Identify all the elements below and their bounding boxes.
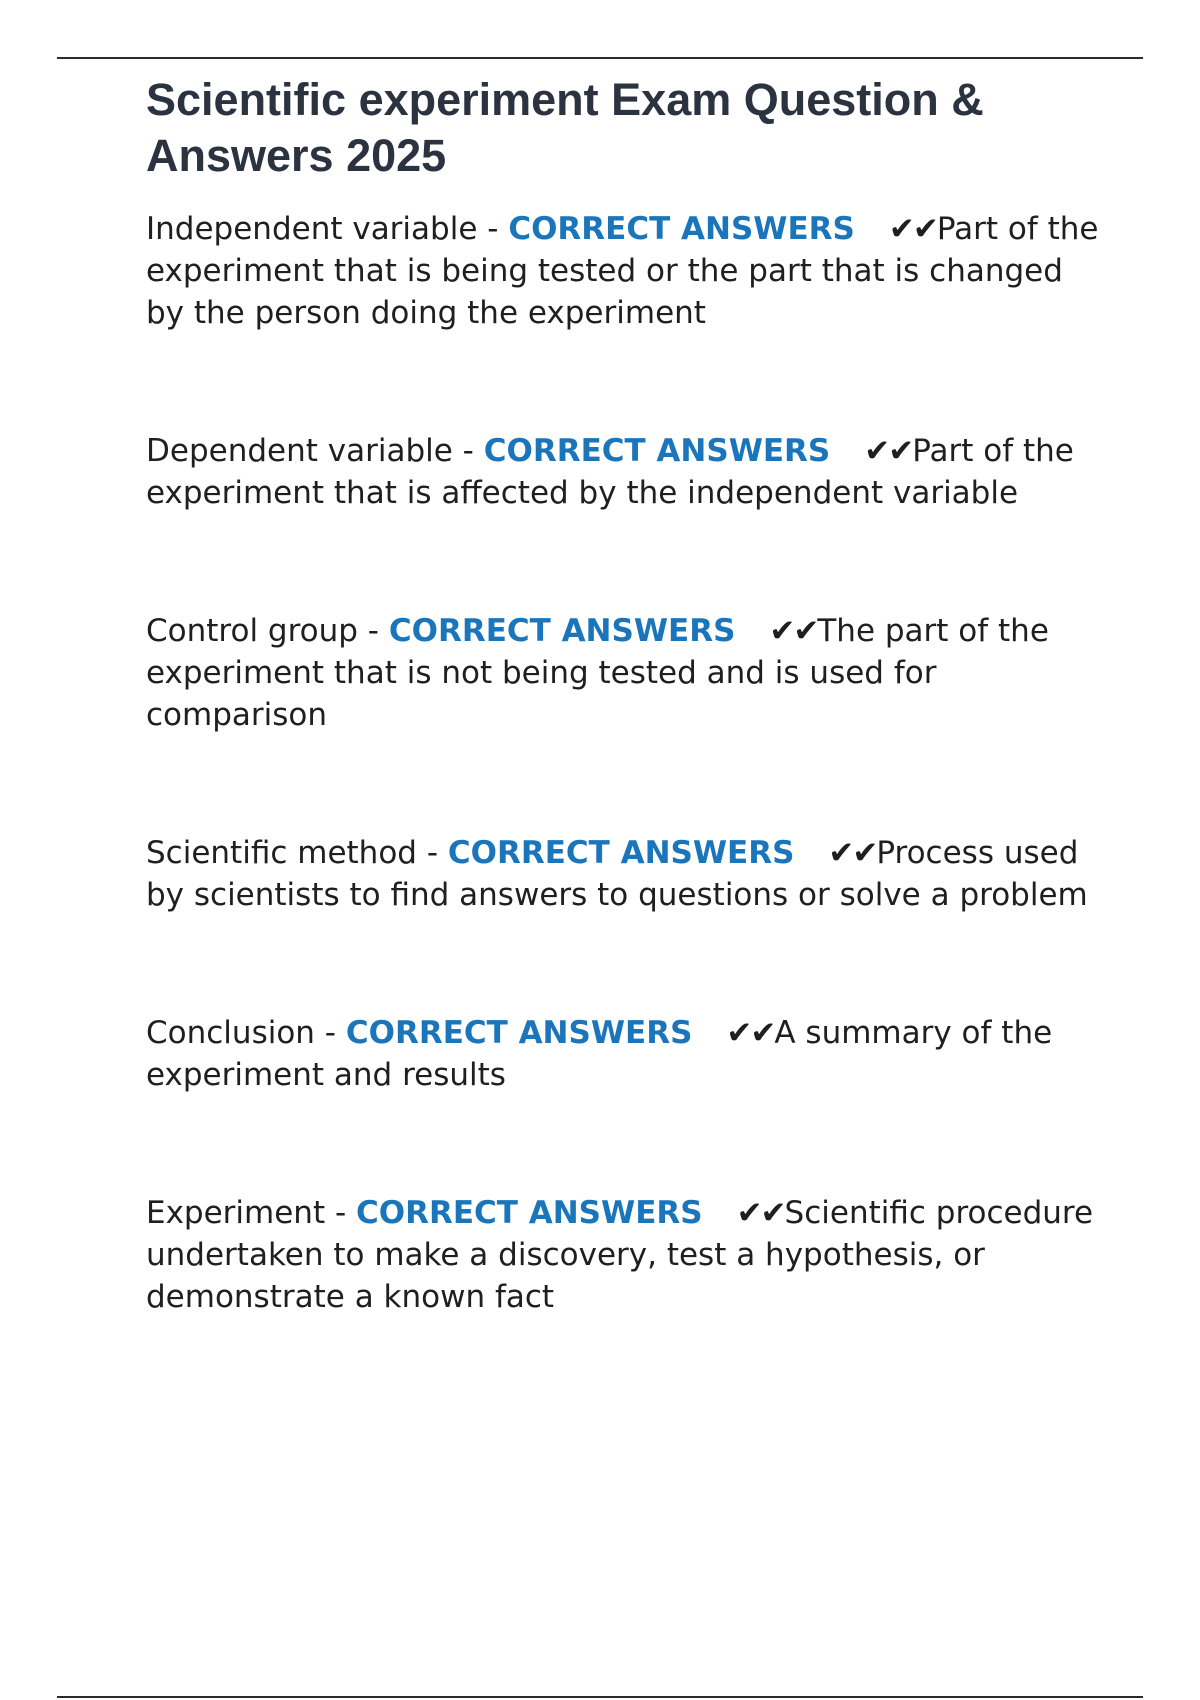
qa-item-experiment bbox=[146, 1192, 1106, 1318]
qa-separator: - bbox=[416, 835, 448, 871]
qa-definition: A summary of the experiment and results bbox=[146, 1015, 1053, 1093]
qa-separator: - bbox=[477, 211, 509, 247]
qa-term: Scientific method bbox=[146, 835, 417, 871]
correct-answers-tag: CORRECT ANSWERS bbox=[345, 1015, 693, 1051]
correct-answers-tag: CORRECT ANSWERS bbox=[447, 835, 795, 871]
qa-definition: Scientific procedure undertaken to make a discovery, test a hypothesis, or demonstrate a known fact bbox=[146, 1195, 1094, 1315]
qa-term: Control group bbox=[146, 613, 358, 649]
qa-item-dependent-variable bbox=[146, 430, 1106, 514]
double-check-icon: ✔✔ bbox=[828, 835, 877, 871]
qa-definition: Process used by scientists to find answers to questions or solve a problem bbox=[146, 835, 1088, 913]
qa-separator: - bbox=[325, 1195, 357, 1231]
qa-item-scientific-method bbox=[146, 832, 1106, 916]
qa-separator: - bbox=[357, 613, 389, 649]
document-title: Scientific experiment Exam Question & Answers 2025 bbox=[146, 74, 984, 181]
correct-answers-tag: CORRECT ANSWERS bbox=[483, 433, 831, 469]
qa-definition: The part of the experiment that is not being tested and is used for comparison bbox=[146, 613, 1049, 733]
double-check-icon: ✔✔ bbox=[888, 211, 937, 247]
qa-separator: - bbox=[314, 1015, 346, 1051]
double-check-icon: ✔✔ bbox=[736, 1195, 785, 1231]
qa-term: Independent variable bbox=[146, 211, 478, 247]
qa-term: Experiment bbox=[146, 1195, 326, 1231]
top-rule bbox=[57, 57, 1143, 59]
qa-definition: Part of the experiment that is affected by the independent variable bbox=[146, 433, 1074, 511]
correct-answers-tag: CORRECT ANSWERS bbox=[508, 211, 855, 247]
double-check-icon: ✔✔ bbox=[769, 613, 818, 649]
correct-answers-tag: CORRECT ANSWERS bbox=[356, 1195, 703, 1231]
qa-item-independent-variable bbox=[146, 208, 1106, 334]
qa-item-control-group bbox=[146, 610, 1106, 736]
bottom-rule bbox=[57, 1696, 1143, 1698]
qa-definition: Part of the experiment that is being tested or the part that is changed by the person doing the experiment bbox=[146, 211, 1099, 331]
qa-term: Conclusion bbox=[146, 1015, 315, 1051]
document-body bbox=[146, 72, 1106, 1414]
qa-separator: - bbox=[452, 433, 484, 469]
correct-answers-tag: CORRECT ANSWERS bbox=[388, 613, 736, 649]
qa-list bbox=[146, 208, 1106, 1318]
qa-term: Dependent variable bbox=[146, 433, 453, 469]
double-check-icon: ✔✔ bbox=[864, 433, 913, 469]
double-check-icon: ✔✔ bbox=[726, 1015, 775, 1051]
qa-item-conclusion bbox=[146, 1012, 1106, 1096]
